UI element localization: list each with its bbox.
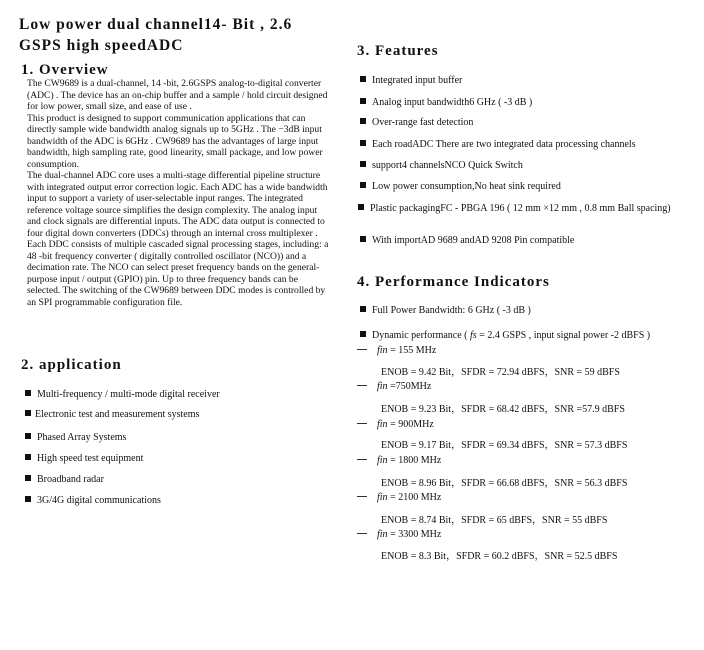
list-item: Multi-frequency / multi-mode digital receiver xyxy=(25,389,220,400)
dash-icon xyxy=(357,533,367,534)
application-list xyxy=(25,0,335,650)
list-item: Phased Array Systems xyxy=(25,432,126,443)
list-item: Low power consumption,No heat sink required xyxy=(360,181,704,192)
frequency-line: fin =750MHz xyxy=(357,381,431,392)
result-line: ENOB = 9.42 Bit，SFDR = 72.94 dBFS，SNR = 59 dBFS xyxy=(381,367,620,378)
overview-paragraph: The dual-channel ADC core uses a multi-stage differential pipeline structure with integrated output error correction logic. Each ADC has a wide bandwidth input to support a variety of user-selectable input ranges. The integrated reference voltage source simplifies the design complexity. The analog input and clock signals are differential inputs. The ADC data output is connected to four digital down converters (DDCs) through an internal cross multiplexer . Each DDC consists of multiple cascaded signal processing stages, including: a 48 -bit frequency converter ( digitally controlled oscillator (NCO)) and a decimation rate. The NCO can select preset frequency bands on the general-purpose input / output (GPIO) pin. Up to three frequency bands can be selected. The switching of the CW9689 between DDC modes is controlled by an SPI programmable configuration file. xyxy=(27,170,329,308)
title-line-1: Low power dual channel14- Bit , 2.6 xyxy=(19,16,293,33)
frequency-line: fin = 155 MHz xyxy=(357,345,436,356)
list-item: Integrated input buffer xyxy=(360,75,704,86)
application-heading: 2. application xyxy=(21,357,122,373)
list-item: With importAD 9689 andAD 9208 Pin compatible xyxy=(360,235,704,246)
bullet-icon xyxy=(25,433,31,439)
list-item: Over-range fast detection xyxy=(360,117,704,128)
bullet-icon xyxy=(25,475,31,481)
bullet-icon xyxy=(25,410,31,416)
dash-icon xyxy=(357,385,367,386)
overview-paragraph: This product is designed to support communication applications that can directly sample wide bandwidth analog signals up to 5GHz . The −3dB input bandwidth of the ADC is 6GHz . CW9689 has the advantages of large input bandwidth, high sampling rate, good linearity, small package, and low power consumption. xyxy=(27,112,323,170)
bullet-icon xyxy=(25,390,31,396)
list-item: High speed test equipment xyxy=(25,453,143,464)
bullet-icon xyxy=(25,454,31,460)
frequency-line: fin = 3300 MHz xyxy=(357,529,441,540)
dash-icon xyxy=(357,349,367,350)
result-line: ENOB = 8.74 Bit，SFDR = 65 dBFS，SNR = 55 dBFS xyxy=(381,515,608,526)
list-item: 3G/4G digital communications xyxy=(25,495,161,506)
frequency-line: fin = 1800 MHz xyxy=(357,455,441,466)
dynamic-performance-item: Dynamic performance ( fs = 2.4 GSPS , input signal power -2 dBFS ) xyxy=(360,330,650,341)
title-line-2: GSPS high speedADC xyxy=(19,37,184,54)
result-line: ENOB = 9.23 Bit，SFDR = 68.42 dBFS，SNR =57.9 dBFS xyxy=(381,404,625,415)
overview-paragraph: The CW9689 is a dual-channel, 14 -bit, 2.6GSPS analog-to-digital converter (ADC) . The device has an on-chip buffer and a sample / hold circuit designed for low power, small size, and ease of use . xyxy=(27,78,328,112)
frequency-line: fin = 2100 MHz xyxy=(357,492,441,503)
dash-icon xyxy=(357,496,367,497)
list-item: Analog input bandwidth6 GHz ( -3 dB ) xyxy=(360,97,704,108)
overview-heading: 1. Overview xyxy=(21,62,109,78)
list-item: support4 channelsNCO Quick Switch xyxy=(360,160,704,171)
result-line: ENOB = 9.17 Bit，SFDR = 69.34 dBFS，SNR = 57.3 dBFS xyxy=(381,440,628,451)
list-item: Plastic packagingFC - PBGA 196 ( 12 mm ×12 mm , 0.8 mm Ball spacing) xyxy=(358,203,702,214)
list-item: Electronic test and measurement systems xyxy=(25,409,199,420)
dash-icon xyxy=(357,423,367,424)
features-heading: 3. Features xyxy=(357,43,439,59)
bullet-icon xyxy=(25,496,31,502)
frequency-line: fin = 900MHz xyxy=(357,419,434,430)
bandwidth-item: Full Power Bandwidth: 6 GHz ( -3 dB ) xyxy=(360,305,531,316)
dash-icon xyxy=(357,459,367,460)
result-line: ENOB = 8.96 Bit，SFDR = 66.68 dBFS，SNR = 56.3 dBFS xyxy=(381,478,628,489)
performance-heading: 4. Performance Indicators xyxy=(357,274,550,290)
performance-entries xyxy=(357,0,704,650)
result-line: ENOB = 8.3 Bit，SFDR = 60.2 dBFS，SNR = 52.5 dBFS xyxy=(381,551,618,562)
list-item: Broadband radar xyxy=(25,474,104,485)
list-item: Each roadADC There are two integrated data processing channels xyxy=(360,139,704,150)
